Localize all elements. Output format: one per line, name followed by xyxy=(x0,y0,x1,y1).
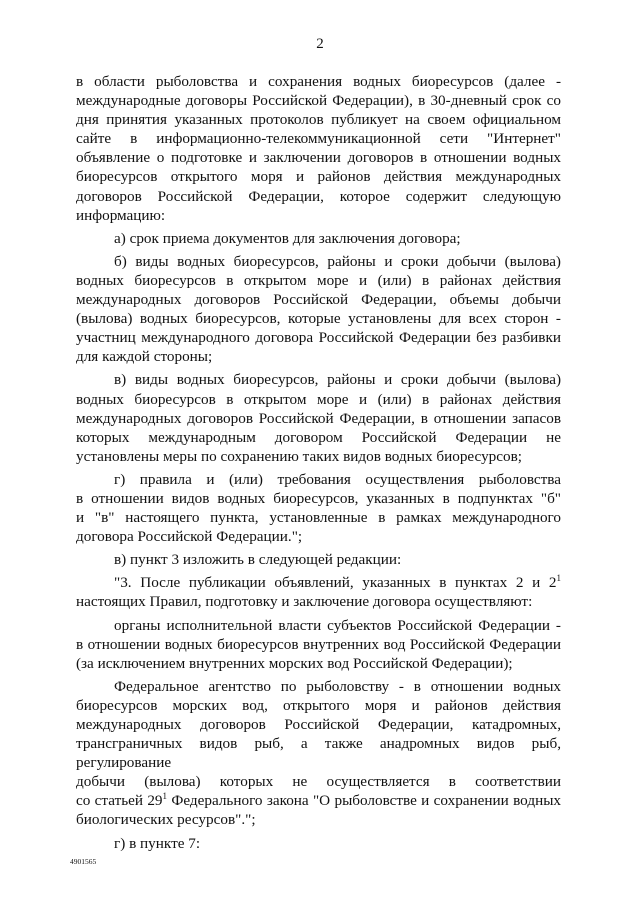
text-line: международных договоров Российской Федерации, в отношении запасов xyxy=(76,409,561,427)
paragraph xyxy=(76,72,561,225)
text-span: со статьей 29 xyxy=(76,792,163,810)
paragraph xyxy=(76,834,561,853)
text-line: (вылова) водных биоресурсов, которые установлены для всех сторон - xyxy=(76,310,561,328)
text-line: в отношении видов водных биоресурсов, указанных в подпунктах "б" xyxy=(76,489,561,507)
text-line: добычи (вылова) которых не осуществляется в соответствии xyxy=(76,773,561,791)
text-line: в) виды водных биоресурсов, районы и сроки добычи (вылова) xyxy=(114,371,561,389)
text-line: международные договоры Российской Федерации), в 30-дневный срок со xyxy=(76,92,561,110)
text-line: участниц международного договора Российской Федерации без разбивки xyxy=(76,329,561,347)
paragraph xyxy=(76,573,561,611)
document-code: 4901565 xyxy=(70,857,97,866)
text-line: объявление о подготовке и заключении договоров в отношении водных xyxy=(76,149,561,167)
text-line: договоров Российской Федерации, которое содержит следующую xyxy=(76,187,561,205)
paragraph xyxy=(76,470,561,546)
text-line: международных договоров Российской Федерации, катадромных, xyxy=(76,716,561,733)
text-line xyxy=(76,573,561,592)
text-line: биоресурсов открытого моря и районов действия международных xyxy=(76,168,561,186)
paragraph xyxy=(76,229,561,248)
text-line: информацию: xyxy=(76,206,166,224)
text-line: водных биоресурсов в открытом море и (или) в районах действия xyxy=(76,390,561,408)
text-line: органы исполнительной власти субъектов Российской Федерации - xyxy=(114,616,561,634)
text-line: в отношении водных биоресурсов внутренних вод Российской Федерации xyxy=(76,635,561,653)
text-line: (за исключением внутренних морских вод Российской Федерации); xyxy=(76,654,513,672)
text-line: Федеральное агентство по рыболовству - в отношении водных xyxy=(114,677,561,695)
text-line: б) виды водных биоресурсов, районы и сроки добычи (вылова) xyxy=(114,252,561,270)
paragraph xyxy=(76,550,561,569)
paragraph xyxy=(76,616,561,673)
text-line: в области рыболовства и сохранения водных биоресурсов (далее - xyxy=(76,73,561,90)
text-span: "3. После публикации объявлений, указанных в пунктах 2 и 2 xyxy=(114,574,557,592)
text-line: международных договоров Российской Федерации, объемы добычи xyxy=(76,291,561,309)
text-line: а) срок приема документов для заключения договора; xyxy=(114,229,461,247)
paragraph xyxy=(76,677,561,830)
text-line: водных биоресурсов в открытом море и (или) в районах действия xyxy=(76,271,561,289)
text-line: биоресурсов морских вод, открытого моря и районов действия xyxy=(76,696,561,714)
text-line: дня принятия указанных протоколов публикует на своем официальном xyxy=(76,111,561,129)
text-line: для каждой стороны; xyxy=(76,348,213,366)
text-line: в) пункт 3 изложить в следующей редакции: xyxy=(114,551,402,569)
paragraph xyxy=(76,252,561,367)
text-line: договора Российской Федерации."; xyxy=(76,528,303,546)
text-line: г) правила и (или) требования осуществления рыболовства xyxy=(114,470,561,488)
text-line: биологических ресурсов"."; xyxy=(76,811,256,829)
text-line xyxy=(76,791,561,810)
text-line: и "в" настоящего пункта, установленные в рамках международного xyxy=(76,509,561,527)
document-body xyxy=(76,72,561,853)
text-line: установлены меры по сохранению таких видов водных биоресурсов; xyxy=(76,447,522,465)
text-line: трансграничных видов рыб, а также анадромных видов рыб, регулирование xyxy=(76,735,561,772)
page-number: 2 xyxy=(316,36,324,52)
text-line: сайте в информационно-телекоммуникационной сети "Интернет" xyxy=(76,130,561,148)
superscript: 1 xyxy=(556,573,561,584)
text-line: настоящих Правил, подготовку и заключение договора осуществляют: xyxy=(76,593,533,611)
text-line: которых международным договором Российской Федерации не xyxy=(76,428,561,446)
text-line: г) в пункте 7: xyxy=(114,834,201,852)
superscript: 1 xyxy=(162,791,168,802)
paragraph xyxy=(76,370,561,465)
text-span: Федерального закона "О рыболовстве и сохранении водных xyxy=(167,792,561,810)
